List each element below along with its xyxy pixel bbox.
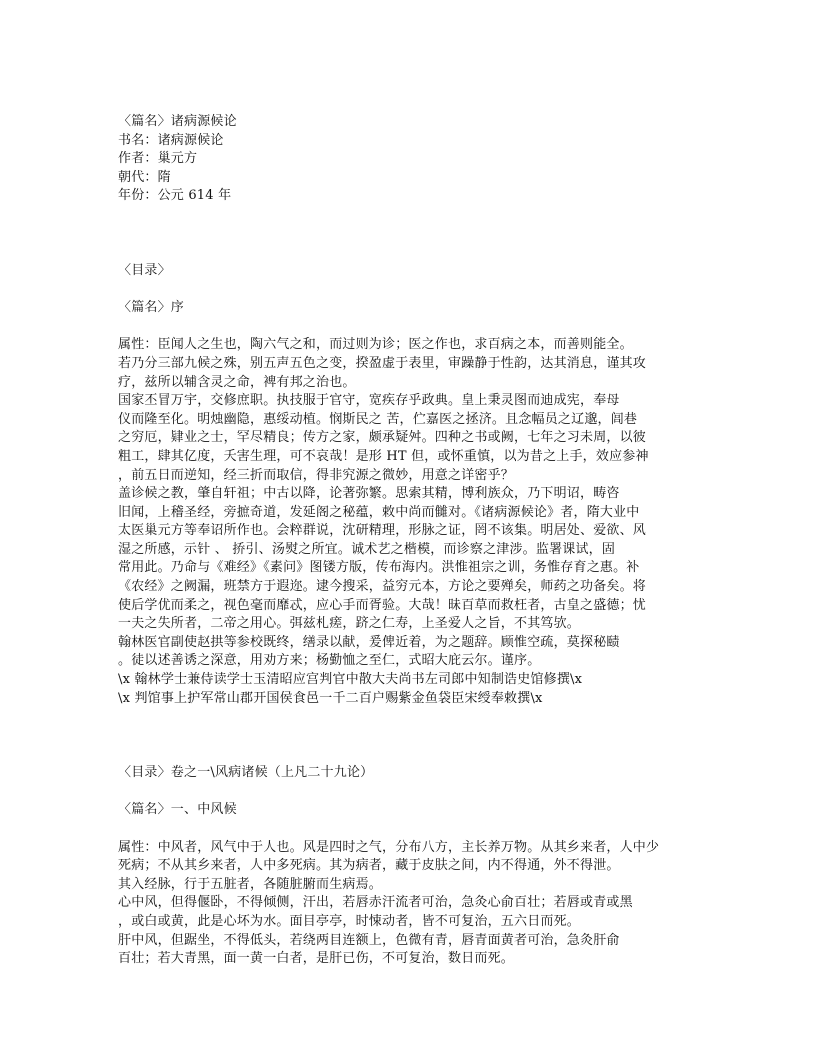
- text-line: 一夫之失所者，二帝之用心。弭兹札瘥，跻之仁寿，上圣爱人之旨，不其笃欤。: [118, 616, 581, 632]
- spacer: [118, 318, 718, 337]
- spacer: [118, 281, 718, 300]
- text-line: 常用此。乃命与《难经》《素问》图镂方版，传布海内。洪惟祖宗之训，务惟存育之惠。补: [118, 560, 640, 576]
- preface-body: [118, 336, 718, 708]
- spacer: [118, 708, 718, 764]
- text-line: 疗，兹所以辅含灵之命，裨有邦之治也。: [118, 374, 356, 390]
- text-line: 其入经脉，行于五脏者，各随脏腑而生病焉。: [118, 876, 383, 892]
- section-title-chapter1: 〈篇名〉一、中风候: [118, 802, 237, 818]
- text-line: 仪而隆至化。明烛幽隐，惠绥动植。悯斯民之 苦，伫嘉医之拯济。且念幅员之辽邈，闾巷: [118, 411, 638, 427]
- text-line: 之穷厄，肄业之士，罕尽精良；传方之家，颇承疑舛。四种之书或阙，七年之习未周，以彼: [118, 430, 647, 446]
- text-line: 肝中风，但踞坐，不得低头，若绕两目连额上，色微有青，唇青面黄者可治，急灸肝俞: [118, 932, 620, 948]
- chapter1-body: [118, 839, 718, 969]
- book-title-heading: 〈篇名〉诸病源候论: [118, 114, 237, 129]
- document-page: [118, 113, 718, 969]
- text-line: 心中风，但得偃卧，不得倾侧，汗出，若唇赤汗流者可治，急灸心俞百壮；若唇或青或黑: [118, 895, 633, 911]
- book-year: 年份：公元 614 年: [118, 188, 232, 204]
- text-line: 若乃分三部九候之殊，别五声五色之变，揆盈虚于表里，审躁静于性韵，达其消息，谨其攻: [118, 355, 647, 371]
- book-name: 书名：诸病源候论: [118, 132, 224, 148]
- text-line: 旧闻，上稽圣经，旁摭奇道，发延阁之秘蕴，敕中尚而雠对。《诸病源候论》者，隋大业中: [118, 504, 640, 520]
- text-line: 粗工，肆其亿度，夭害生理，可不哀哉！是形 HT 但，或怀重慎，以为昔之上手，效应参神: [118, 448, 649, 464]
- toc-label: 〈目录〉: [118, 262, 171, 278]
- text-line: 湿之所感，示针 、 挢引、汤熨之所宜。诚术艺之楷模，而诊察之津涉。监署课试，固: [118, 541, 616, 557]
- spacer: [118, 206, 718, 262]
- text-line: 国家丕冒万宇，交修庶职。执技服于官守，宽疾存乎政典。皇上秉灵图而迪成宪，奉母: [118, 393, 620, 409]
- text-line: 太医巢元方等奉诏所作也。会粹群说，沈研精理，形脉之证，罔不该集。明居处、爱欲、风: [118, 523, 647, 539]
- text-line: 翰林医官副使赵拱等参校既终，缮录以献，爰俾近着，为之题辞。顾惟空疏，莫探秘赜: [118, 634, 620, 650]
- text-line: \x 判馆事上护军常山郡开国侯食邑一千二百户赐紫金鱼袋臣宋绶奉敕撰\x: [118, 690, 543, 706]
- text-line: 属性：臣闻人之生也，陶六气之和，而过则为诊；医之作也，求百病之本，而善则能全。: [118, 337, 633, 353]
- text-line: 死病；不从其乡来者，人中多死病。其为病者，藏于皮肤之间，内不得通，外不得泄。: [118, 858, 620, 874]
- text-line: ，前五日而逆知，经三折而取信，得非究源之微妙，用意之详密乎？: [118, 467, 515, 483]
- section-title-preface: 〈篇名〉序: [118, 300, 185, 316]
- text-line: 属性：中风者，风气中于人也。风是四时之气，分布八方，主长养万物。从其乡来者，人中少: [118, 839, 660, 855]
- text-line: 使后学优而柔之，视色毫而靡忒，应心手而胥验。大哉！昧百草而救枉者，古皇之盛德；忧: [118, 597, 647, 613]
- spacer: [118, 783, 718, 802]
- text-line: 盖诊候之教，肇自轩祖；中古以降，论著弥繁。思索其精，博利族众，乃下明诏，畴咨: [118, 486, 620, 502]
- text-line: 《农经》之阙漏，班禁方于遐迩。逮今搜采，益穷元本，方论之要殚矣，师药之功备矣。将: [118, 579, 647, 595]
- text-line: 百壮；若大青黑，面一黄一白者，是肝已伤，不可复治，数日而死。: [118, 951, 515, 967]
- spacer: [118, 820, 718, 839]
- toc-chapter-label: 〈目录〉卷之一\风病诸候（上凡二十九论）: [118, 765, 374, 781]
- text-line: ，或白或黄，此是心坏为水。面目亭亭，时悚动者，皆不可复治，五六日而死。: [118, 913, 581, 929]
- book-author: 作者：巢元方: [118, 151, 198, 167]
- text-line: 。徒以述善诱之深意，用劝方来；杨勤恤之至仁，式昭大庇云尔。谨序。: [118, 653, 541, 669]
- book-dynasty: 朝代：隋: [118, 169, 171, 185]
- text-line: \x 翰林学士兼侍读学士玉清昭应宫判官中散大夫尚书左司郎中知制诰史馆修撰\x: [118, 672, 583, 688]
- book-info: [118, 113, 718, 206]
